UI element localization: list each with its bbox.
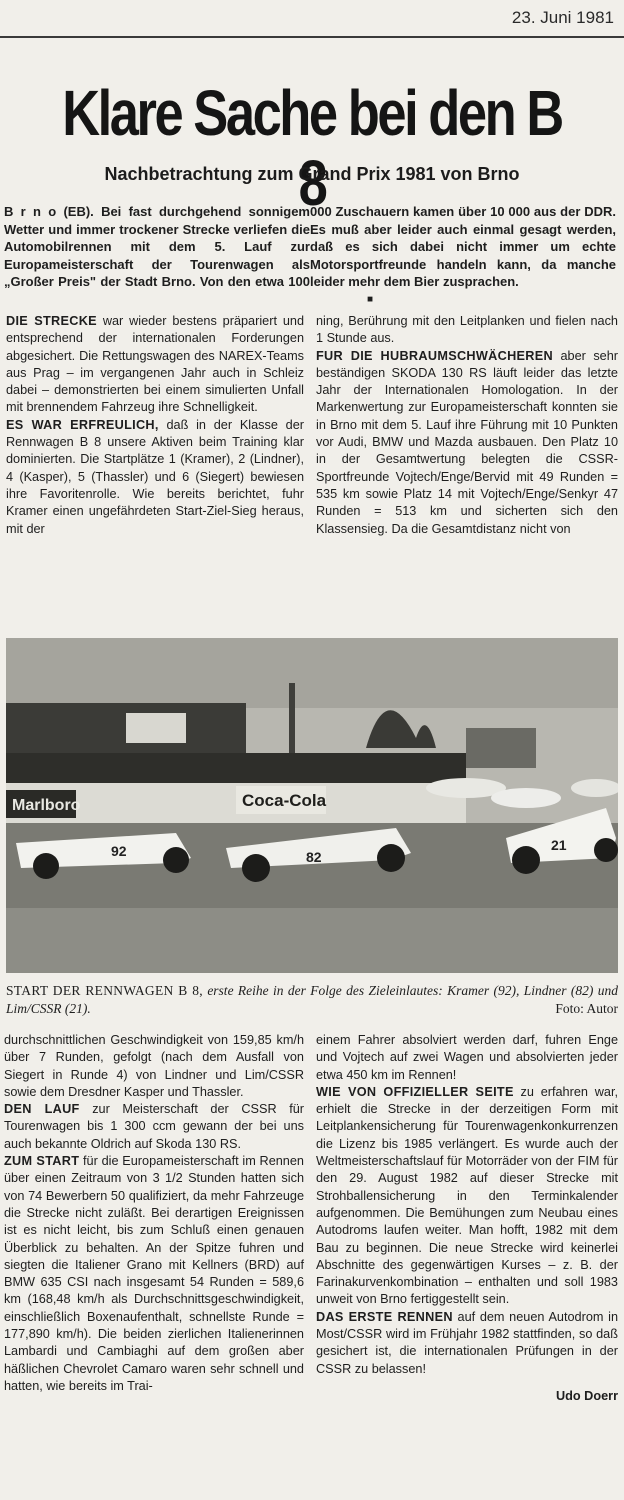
paragraph-text: durchschnittlichen Geschwindigkeit von 159,85 km/h über 7 Runden, gefolgt (nach dem Ausfall von Siegert in Runde 4) von Lindner und Lim/CSSR sowie dem Dresdner Kasper und Thassler. [4, 1033, 304, 1099]
column-right-bottom [316, 1032, 618, 1405]
car-number: 92 [111, 843, 127, 859]
column-left-top [6, 313, 304, 538]
sign-coca-cola: Coca-Cola [242, 791, 327, 810]
paragraph [6, 313, 304, 417]
paragraph-keyword: ES WAR ERFREULICH, [6, 417, 159, 432]
paragraph-text: für die Europameisterschaft im Rennen über einen Zeitraum von 3 1/2 Stunden hatten sich von 74 Bewerbern 50 qualifiziert, da mehr Fahrzeuge die Strecke nicht zuläßt. Bei derartigen Ereignissen ist es nicht leicht, bis zum Schluß einen genauen Überblick zu behalten. An der Spitze fuhren und siegten die Italiener Grano mit Kellners (BRD) auf BMW 635 CSI nach insgesamt 54 Runden = 589,6 km (168,48 km/h als Durchschnittsgeschwindigkeit, einschließlich Boxenaufenthalt, schnellste Runde = 177,890 km/h). Die beiden zierlichen Italienerinnen Lambardi und Cambiaghi auf dem großen aber häßlichen Chevrolet Camaro waren sehr schnell und hatten, wie bereits im Trai- [4, 1154, 304, 1393]
lead-paragraph [4, 203, 616, 291]
headline: Klare Sache bei den B 8 [62, 77, 562, 219]
paragraph-text: daß in der Klasse der Rennwagen B 8 unsere Aktiven beim Training klar dominierten. Die Startplätze 1 (Kramer), 2 (Lindner), 4 (Kasper), 5 (Thassler) und 6 (Siegert) bewiesen ihre Favoritenrolle. Wie bereits berichtet, fuhr Kramer einen ungefährdeten Start-Ziel-Sieg heraus, mit der [6, 417, 305, 536]
race-start-photo [6, 638, 618, 973]
paragraph-keyword: ZUM START [4, 1154, 80, 1169]
sign-marlboro: Marlboro [12, 797, 81, 814]
paragraph-text: einem Fahrer absolviert werden darf, fuhren Enge und Vojtech auf zwei Wagen und absolvierten jeder etwa 450 km im Rennen! [316, 1033, 618, 1082]
divider-mark: ■ [367, 294, 374, 305]
paragraph-keyword: DEN LAUF [4, 1102, 80, 1117]
paragraph-text: ning, Berührung mit den Leitplanken und fielen nach 1 Stunde aus. [316, 314, 618, 346]
paragraph-text: zur Meisterschaft der CSSR für Tourenwagen bis 1 300 ccm gewann der bei uns auch bekannte Oldrich auf Skoda 130 RS. [4, 1102, 304, 1151]
car-number: 21 [551, 837, 567, 853]
paragraph-keyword: DIE STRECKE [6, 314, 97, 328]
car-number: 82 [306, 849, 322, 865]
column-right-top [316, 313, 618, 538]
photo-illustration [6, 638, 618, 973]
column-left-bottom [4, 1032, 304, 1395]
paragraph [316, 1309, 618, 1378]
lead-text: B r n o (EB). Bei fast durchgehend sonnigem Wetter und immer trockener Strecke verliefen die Automobilrennen mit dem 5. Lauf zur Europameisterschaft der Tourenwagen als „Großer Preis" der Stadt Brno. Von den etwa 100 000 Zuschauern kamen über 10 000 aus der DDR. Es muß aber leider auch einmal gesagt werden, daß es sich dabei nicht immer um echte Motorsportfreunde handeln kann, da manche leider mehr dem Bier zusprachen. [4, 204, 616, 289]
paragraph-text: aber sehr beständigen SKODA 130 RS läuft leider das letzte Jahr der Internationalen Homologation. In der Markenwertung zur Europameisterschaft konnten sie in Brno mit dem 5. Lauf ihre Führung mit 10 Punkten vor Audi, BMW und Mazda ausbauen. Den Platz 10 in der Gesamtwertung belegten die CSSR-Sportfreunde Vojtech/Enge/Bervid mit 49 Runden = 535 km sowie Platz 14 mit Vojtech/Enge/Senkyr 47 Runden = 513 km und sicherten sich den Klassensieg. Da die Gesamtdistanz nicht von [316, 348, 618, 536]
paragraph [6, 417, 304, 538]
paragraph [4, 1153, 304, 1395]
caption-text: erste Reihe in der Folge des Zieleinlautes: Kramer (92), Lindner (82) und Lim/CSSR (21). [6, 983, 618, 1016]
paragraph-text: war wieder bestens präpariert und entsprechend der internationalen Forderungen abgesichert. Die Rettungswagen des NAREX-Teams aus Prag – im vergangenen Jahr auch in Schleiz dabei – demonstrierten bei einem simulierten Unfall mit brennendem Fahrzeug ihre Schnelligkeit. [6, 314, 304, 415]
paragraph [316, 348, 618, 538]
paragraph-keyword: DAS ERSTE RENNEN [316, 1309, 453, 1324]
paragraph-text: zu erfahren war, erhielt die Strecke in der derzeitigen Form mit Leitplankensicherung für Tourenwagenkonkurrenzen die Lizenz bis 1985 verlängert. Es wurde auch der Weltmeisterschaftslauf für Motorräder von der FIM für den 29. August 1982 auf dieser Strecke mit Strohballensicherung in den Terminkalender aufgenommen. Die Bemühungen zum Neubau eines Autodroms laufen weiter. Man hofft, 1982 mit dem Bau zu beginnen. Die neue Strecke wird keinerlei Abschnitte des gegenwärtigen Kurses – z. B. der Farinakurvenkombination – enthalten und soll 1983 unweit von Brno fertiggestellt sein. [316, 1084, 619, 1307]
paragraph-keyword: FUR DIE HUBRAUMSCHWÄCHEREN [316, 348, 553, 363]
caption-heading: START DER RENNWAGEN B 8, [6, 983, 203, 998]
publication-date: 23. Juni 1981 [511, 8, 614, 27]
paragraph [316, 1084, 618, 1309]
paragraph-text: auf dem neuen Autodrom in Most/CSSR wird im Frühjahr 1982 stattfinden, so daß gesichert ist, die internationalen Prüfungen in der CSSR zu belassen! [316, 1309, 619, 1376]
paragraph-keyword: WIE VON OFFIZIELLER SEITE [316, 1084, 514, 1099]
subheadline: Nachbetrachtung zum Grand Prix 1981 von Brno [104, 164, 520, 184]
paragraph [4, 1101, 304, 1153]
photo-caption [6, 982, 618, 1018]
author-byline: Udo Doerr [555, 1388, 618, 1403]
photo-credit: Foto: Autor [555, 1001, 618, 1016]
header-rule [0, 36, 624, 38]
